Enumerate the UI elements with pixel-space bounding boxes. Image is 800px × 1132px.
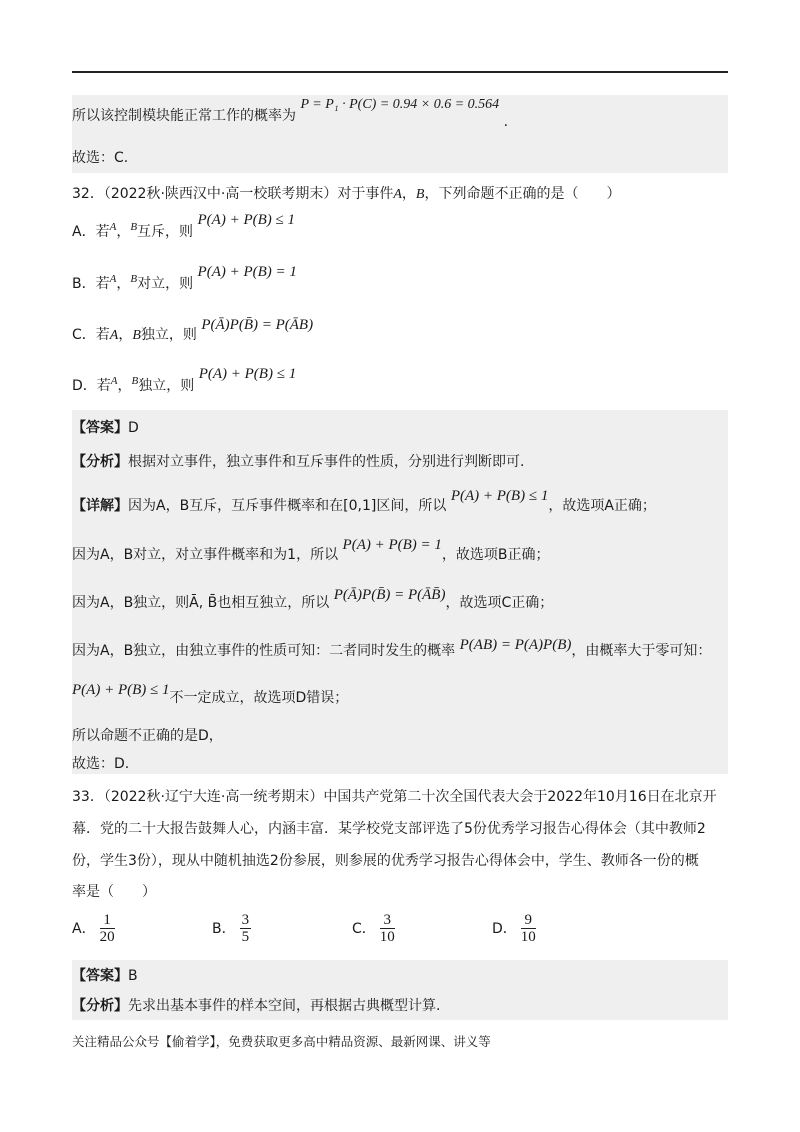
- q33-option-c: C． $\frac{3}{10}$: [352, 912, 395, 945]
- q32-answer: 【答案】D: [72, 420, 139, 436]
- q33-stem-line-2: 幕．党的二十大报告鼓舞人心，内涵丰富．某学校党支部评选了5份优秀学习报告心得体会（其中教师2: [72, 821, 706, 837]
- q33-option-c-fraction: $\frac{3}{10}$: [379, 912, 395, 945]
- page-footer: 关注精品公众号【偷着学】，免费获取更多高中精品资源、最新网课、讲义等: [72, 1034, 491, 1049]
- q32-option-d: D．若$^A$，$^B$独立，则 P(A) + P(B) ≤ 1: [72, 366, 297, 394]
- q33-stem-line-1: 33．（2022秋·辽宁大连·高一统考期末）中国共产党第二十次全国代表大会于2022年10月16日在北京开: [72, 789, 717, 805]
- prev-solution-choice: 故选：C.: [72, 150, 129, 166]
- q32-detail-line-3: 因为A，B独立，则Ā, B̄也相互独立，所以 P(Ā)P(B̄) = P(ĀB̄)，故选项C正确；: [72, 587, 554, 611]
- q33-option-d-fraction: $\frac{9}{10}$: [520, 912, 536, 945]
- q32-option-d-formula: P(A) + P(B) ≤ 1: [198, 366, 297, 382]
- q32-option-c-formula: P(Ā)P(B̄) = P(ĀB): [201, 317, 314, 333]
- q32-detail-line-2: 因为A，B对立，对立事件概率和为1，所以 P(A) + P(B) = 1，故选项B正确；: [72, 537, 550, 563]
- q33-option-a-fraction: $\frac{1}{20}$: [99, 912, 115, 945]
- q33-answer: 【答案】B: [72, 968, 138, 984]
- q32-analysis: 【分析】根据对立事件，独立事件和互斥事件的性质，分别进行判断即可.: [72, 454, 525, 470]
- prev-solution-text: 所以该控制模块能正常工作的概率为: [72, 108, 296, 124]
- q32-option-a: A．若$^A$，$^B$互斥，则 P(A) + P(B) ≤ 1: [72, 212, 295, 240]
- q33-option-b-fraction: $\frac{3}{5}$: [241, 912, 250, 945]
- q33-stem-line-3: 份，学生3份），现从中随机抽选2份参展，则参展的优秀学习报告心得体会中，学生、教师各一份的概: [72, 853, 699, 869]
- q32-option-a-formula: P(A) + P(B) ≤ 1: [197, 212, 295, 228]
- q32-option-b: B．若$^A$，$^B$对立，则 P(A) + P(B) = 1: [72, 264, 297, 292]
- prev-solution-formula: P = P₁ · P(C) = 0.94 × 0.6 = 0.564: [300, 97, 500, 112]
- q32-choice: 故选：D.: [72, 756, 130, 772]
- q32-detail-line-5: P(A) + P(B) ≤ 1不一定成立，故选项D错误；: [72, 682, 349, 706]
- q32-conclusion: 所以命题不正确的是D，: [72, 728, 223, 744]
- q33-stem-line-4: 率是（ ）: [72, 884, 156, 900]
- prev-solution-line: 所以该控制模块能正常工作的概率为 P = P₁ · P(C) = 0.94 × 0.6 = 0.564 .: [72, 97, 509, 130]
- q32-option-c: C．若A，B独立，则 P(Ā)P(B̄) = P(ĀB): [72, 317, 314, 343]
- q33-analysis: 【分析】先求出基本事件的样本空间，再根据古典概型计算.: [72, 998, 441, 1014]
- q32-detail-line-1: 【详解】因为A，B互斥，互斥事件概率和在[0,1]区间，所以 P(A) + P(B) ≤ 1，故选项A正确；: [72, 488, 656, 514]
- q33-option-d: D． $\frac{9}{10}$: [492, 912, 536, 945]
- header-rule: [72, 71, 728, 73]
- q33-option-a: A． $\frac{1}{20}$: [72, 912, 115, 945]
- q33-option-b: B． $\frac{3}{5}$: [212, 912, 250, 945]
- q32-stem: 32．（2022秋·陕西汉中·高一校联考期末）对于事件A，B，下列命题不正确的是（ ）: [72, 186, 621, 202]
- q32-option-b-formula: P(A) + P(B) = 1: [197, 264, 297, 280]
- q32-detail-line-4: 因为A，B独立，由独立事件的性质可知：二者同时发生的概率 P(AB) = P(A)P(B)，由概率大于零可知：: [72, 637, 712, 659]
